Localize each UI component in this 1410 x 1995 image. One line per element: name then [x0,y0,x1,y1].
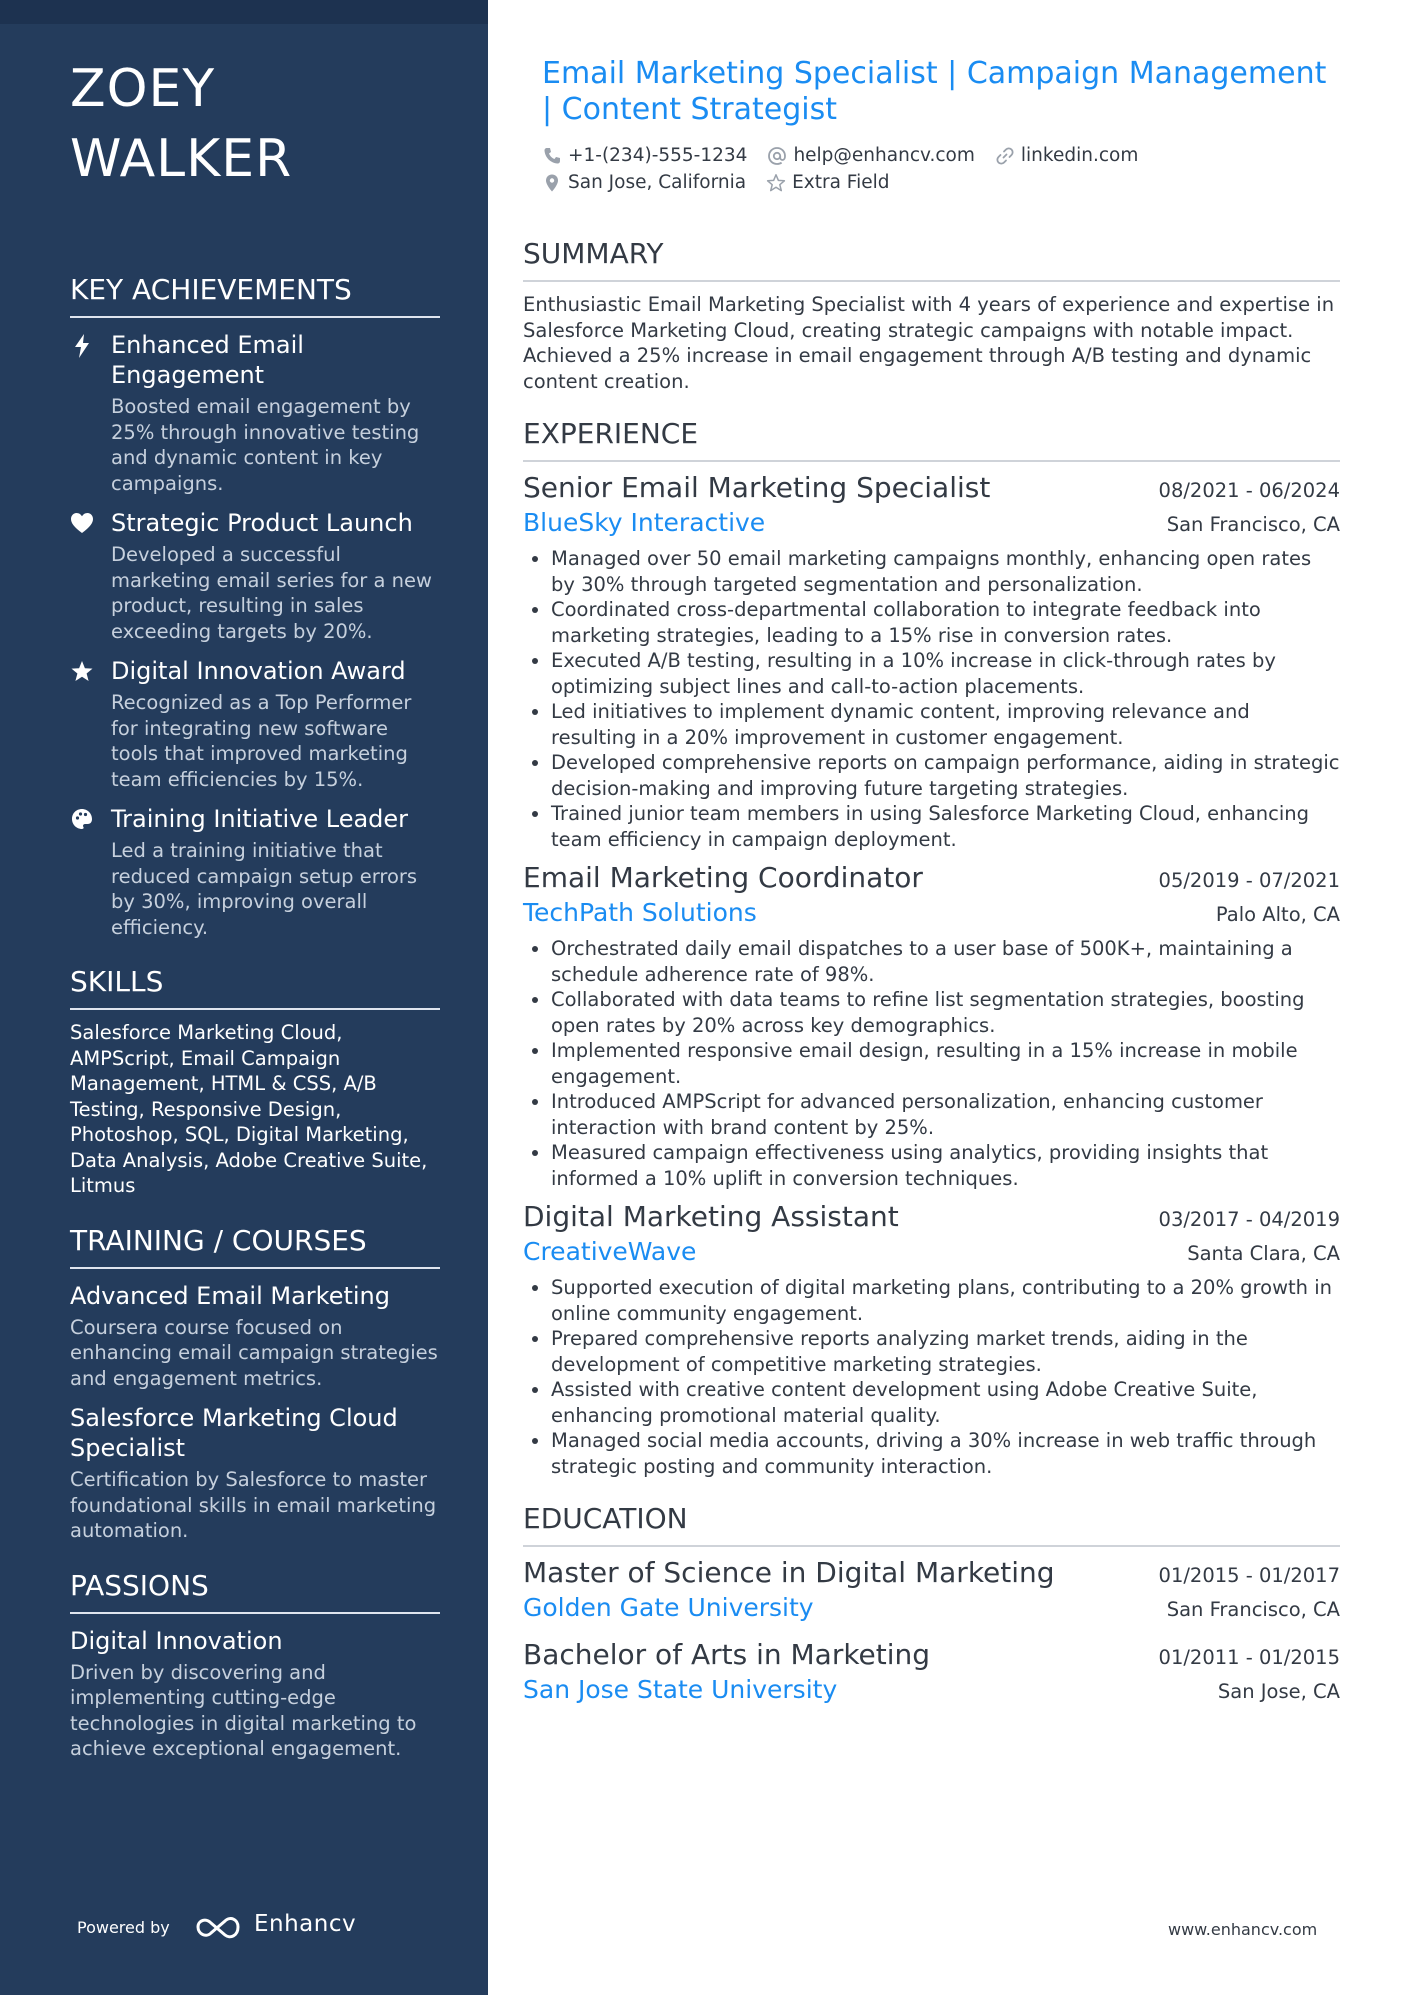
link-icon [995,146,1015,166]
bullet-item: • Executed A/B testing, resulting in a 10% increase in click-through rates by optimizing subject lines and call-to-action placements. [551,648,1340,699]
bullet-item: • Orchestrated daily email dispatches to a user base of 500K+, maintaining a schedule adherence rate of 98%. [551,936,1340,987]
achievement-item [70,508,440,644]
achievement-desc: Developed a successful marketing email series for a new product, resulting in sales exceeding targets by 20%. [111,543,432,643]
summary-section [523,236,1340,394]
school-row [523,1673,1340,1707]
experience-section [523,416,1340,1479]
achievement-desc: Recognized as a Top Performer for integrating new software tools that improved marketing team efficiencies by 15%. [111,691,412,791]
contact-info [542,142,1340,196]
footer-website[interactable]: www.enhancv.com [1168,1920,1318,1939]
sidebar-top-band [0,0,488,24]
job-title: Digital Marketing Assistant [523,1200,899,1233]
bullet-item: • Prepared comprehensive reports analyzing market trends, aiding in the development of competitive marketing strategies. [551,1326,1340,1377]
degree-title: Master of Science in Digital Marketing [523,1556,1055,1589]
training-title: Advanced Email Marketing [70,1281,391,1310]
company-name: BlueSky Interactive [523,508,766,537]
passion-desc: Driven by discovering and implementing cutting-edge technologies in digital marketing to achieve exceptional engagement. [70,1660,417,1760]
education-heading: EDUCATION [523,1501,1340,1547]
training-desc: Certification by Salesforce to master foundational skills in email marketing automation. [70,1468,437,1542]
powered-by-label: Powered by [77,1918,170,1937]
company-name: CreativeWave [523,1237,697,1266]
company-row [523,1235,1340,1269]
training-title: Salesforce Marketing Cloud Specialist [70,1404,398,1462]
bullet-item: • Managed over 50 email marketing campaigns monthly, enhancing open rates by 30% through targeted segmentation and personalization. [551,546,1340,597]
achievement-item [70,330,440,496]
experience-item [523,1199,1340,1479]
summary-text: Enthusiastic Email Marketing Specialist with 4 years of experience and expertise in Salesforce Marketing Cloud, creating strategic campaigns with notable impact. Achieved a 25% increase in email engagement through A/B testing and dynamic content creation. [523,293,1335,393]
achievements-heading: KEY ACHIEVEMENTS [70,272,440,318]
education-section [523,1501,1340,1707]
contact-linkedin[interactable] [995,145,1138,166]
education-item [523,1637,1340,1707]
palette-icon [70,807,94,833]
at-icon [767,146,787,166]
degree-dates: 01/2015 - 01/2017 [1158,1564,1340,1587]
school-row [523,1591,1340,1625]
star-outline-icon [766,173,786,193]
contact-location [542,172,746,193]
job-dates: 03/2017 - 04/2019 [1158,1208,1340,1231]
experience-item [523,860,1340,1191]
bullet-item: • Introduced AMPScript for advanced personalization, enhancing customer interaction with brand content by 25%. [551,1089,1340,1140]
extra-field-text: Extra Field [792,172,890,193]
summary-heading: SUMMARY [523,236,1340,282]
job-location: San Francisco, CA [1166,513,1340,536]
passion-item [70,1626,440,1762]
job-bullets [523,1275,1340,1479]
location-pin-icon [542,173,562,193]
bullet-item: • Collaborated with data teams to refine list segmentation strategies, boosting open rates by 20% across key demographics. [551,987,1340,1038]
education-item [523,1555,1340,1625]
contact-email[interactable] [767,145,974,166]
degree-row [523,1637,1340,1673]
bullet-item: • Measured campaign effectiveness using analytics, providing insights that informed a 10% uplift in conversion techniques. [551,1140,1340,1191]
contact-row [542,169,1340,196]
linkedin-text: linkedin.com [1020,145,1139,166]
experience-heading: EXPERIENCE [523,416,1340,462]
job-title: Email Marketing Coordinator [523,861,923,894]
company-name: TechPath Solutions [523,898,757,927]
candidate-name: ZOEY WALKER [70,59,293,189]
bullet-item: • Managed social media accounts, driving a 30% increase in web traffic through strategic posting and community interaction. [551,1428,1340,1479]
bullet-item: • Supported execution of digital marketing plans, contributing to a 20% growth in online community engagement. [551,1275,1340,1326]
passion-title: Digital Innovation [70,1626,283,1655]
bullet-item: • Assisted with creative content development using Adobe Creative Suite, enhancing promotional material quality. [551,1377,1340,1428]
job-dates: 08/2021 - 06/2024 [1158,479,1340,502]
achievement-item [70,656,440,792]
bullet-item: • Trained junior team members in using Salesforce Marketing Cloud, enhancing team efficiency in campaign deployment. [551,801,1340,852]
training-desc: Coursera course focused on enhancing email campaign strategies and engagement metrics. [70,1315,438,1390]
achievement-desc: Led a training initiative that reduced campaign setup errors by 30%, improving overall efficiency. [111,839,418,939]
job-header [523,1199,1340,1235]
company-row [523,896,1340,930]
experience-item [523,470,1340,852]
school-name: San Jose State University [523,1675,838,1704]
school-location: San Jose, CA [1217,1680,1340,1703]
heart-icon [70,511,94,537]
contact-row [542,142,1340,169]
headline: Email Marketing Specialist | Campaign Management | Content Strategist [542,56,1327,127]
contact-phone [542,145,747,166]
bullet-item: • Coordinated cross-departmental collaboration to integrate feedback into marketing strategies, leading to a 15% rise in conversion rates. [551,597,1340,648]
bullet-item: • Developed comprehensive reports on campaign performance, aiding in strategic decision-making and improving future targeting strategies. [551,750,1340,801]
bullet-item: • Led initiatives to implement dynamic content, improving relevance and resulting in a 20% improvement in customer engagement. [551,699,1340,750]
email-text: help@enhancv.com [793,145,975,166]
achievement-title: Strategic Product Launch [111,509,413,537]
achievement-title: Enhanced Email Engagement [111,331,304,389]
achievement-title: Digital Innovation Award [111,657,406,685]
achievement-item [70,804,440,940]
school-location: San Francisco, CA [1166,1598,1340,1621]
job-location: Santa Clara, CA [1187,1242,1340,1265]
sidebar-content [70,54,440,1762]
job-bullets [523,546,1340,852]
training-heading: TRAINING / COURSES [70,1223,440,1269]
job-location: Palo Alto, CA [1215,903,1340,926]
training-item [70,1403,440,1544]
job-header [523,470,1340,506]
main-column [523,56,1340,1707]
degree-dates: 01/2011 - 01/2015 [1158,1646,1340,1669]
job-bullets [523,936,1340,1191]
enhancv-logo-icon [194,1913,242,1941]
phone-text: +1-(234)-555-1234 [568,145,748,166]
contact-extra [766,172,889,193]
job-header [523,860,1340,896]
school-name: Golden Gate University [523,1593,814,1622]
training-item [70,1281,440,1392]
location-text: San Jose, California [568,172,747,193]
sidebar [0,0,488,1995]
phone-icon [542,146,562,166]
enhancv-logo-text: Enhancv [254,1911,357,1937]
job-dates: 05/2019 - 07/2021 [1158,869,1340,892]
skills-heading: SKILLS [70,964,440,1010]
lightning-icon [70,333,94,359]
degree-row [523,1555,1340,1591]
job-title: Senior Email Marketing Specialist [523,471,991,504]
degree-title: Bachelor of Arts in Marketing [523,1638,931,1671]
achievement-title: Training Initiative Leader [111,805,409,833]
skills-list: Salesforce Marketing Cloud, AMPScript, Email Campaign Management, HTML & CSS, A/B Testing, Responsive Design, Photoshop, SQL, Digital Marketing, Data Analysis, Adobe Creative Suite, Litmus [70,1021,428,1197]
star-icon [70,659,94,685]
achievement-desc: Boosted email engagement by 25% through innovative testing and dynamic content in key campaigns. [111,395,420,495]
passions-heading: PASSIONS [70,1568,440,1614]
bullet-item: • Implemented responsive email design, resulting in a 15% increase in mobile engagement. [551,1038,1340,1089]
company-row [523,506,1340,540]
